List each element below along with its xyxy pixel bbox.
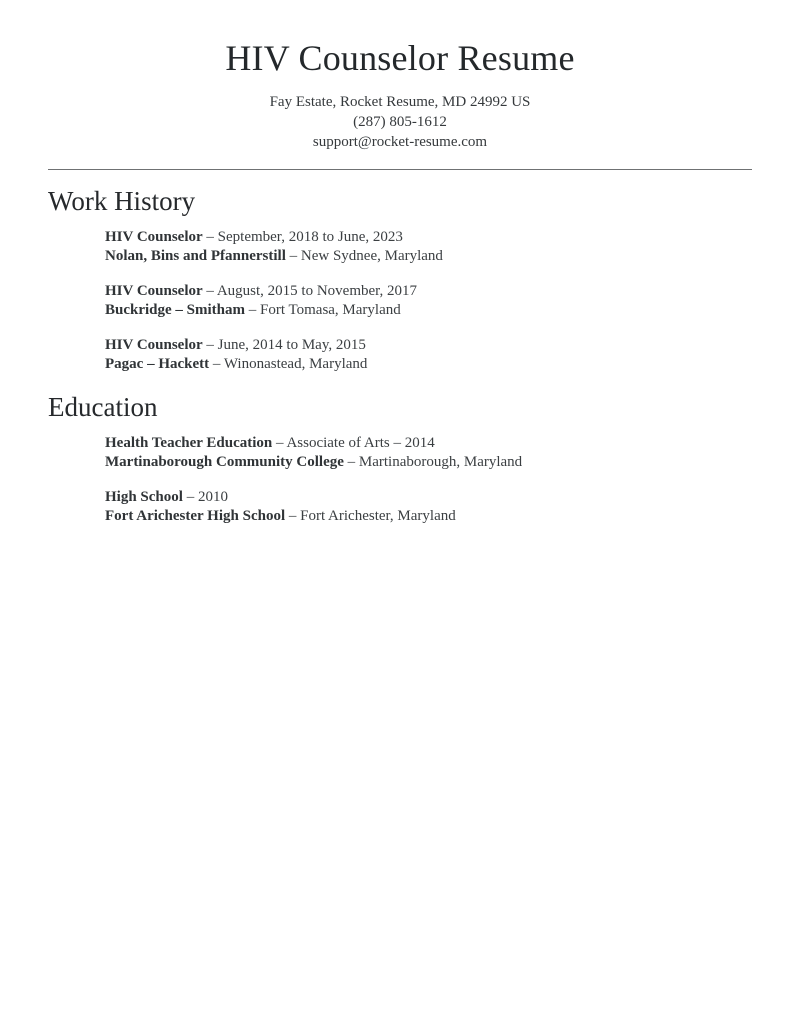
separator: – xyxy=(245,302,261,318)
program-name: High School xyxy=(105,489,183,505)
education-entry-degree-line xyxy=(105,488,752,507)
page-title: HIV Counselor Resume xyxy=(225,38,575,78)
job-dates: August, 2015 to November, 2017 xyxy=(216,283,418,299)
resume-header xyxy=(48,36,752,152)
education-entry xyxy=(105,488,752,526)
work-entry-title-line xyxy=(105,282,752,301)
company-name: Pagac – Hackett xyxy=(105,356,210,372)
school-location: Fort Arichester, Maryland xyxy=(300,508,456,524)
job-title: HIV Counselor xyxy=(105,229,203,245)
work-entry-title-line xyxy=(105,336,752,355)
education-entries xyxy=(48,434,752,526)
separator: – xyxy=(343,454,359,470)
education-entry-school-line xyxy=(105,507,752,526)
school-location: Martinaborough, Maryland xyxy=(358,454,523,470)
job-dates: September, 2018 to June, 2023 xyxy=(217,229,403,245)
separator: – xyxy=(285,248,301,264)
separator: – xyxy=(272,435,287,451)
separator: – xyxy=(182,489,198,505)
credential: 2010 xyxy=(197,489,228,505)
education-heading: Education xyxy=(48,392,158,422)
school-name: Fort Arichester High School xyxy=(105,508,286,524)
job-location: Winonastead, Maryland xyxy=(223,356,368,372)
job-location: Fort Tomasa, Maryland xyxy=(260,302,401,318)
company-name: Nolan, Bins and Pfannerstill xyxy=(105,248,286,264)
separator: – xyxy=(202,337,218,353)
education-entry xyxy=(105,434,752,472)
job-title: HIV Counselor xyxy=(105,283,203,299)
job-title: HIV Counselor xyxy=(105,337,203,353)
separator: – xyxy=(202,283,217,299)
separator: – xyxy=(202,229,218,245)
work-entry xyxy=(105,282,752,320)
school-name: Martinaborough Community College xyxy=(105,454,344,470)
education-entry-school-line xyxy=(105,453,752,472)
program-name: Health Teacher Education xyxy=(105,435,273,451)
work-history-heading: Work History xyxy=(48,186,196,216)
contact-info xyxy=(48,92,752,152)
work-entry-company-line xyxy=(105,247,752,266)
separator: – xyxy=(285,508,301,524)
section-work-history xyxy=(48,184,752,374)
work-entry-title-line xyxy=(105,228,752,247)
education-entry-degree-line xyxy=(105,434,752,453)
credential: Associate of Arts – 2014 xyxy=(286,435,435,451)
header-divider xyxy=(48,169,752,170)
section-education xyxy=(48,390,752,526)
work-entry-company-line xyxy=(105,355,752,374)
contact-email: support@rocket-resume.com xyxy=(312,134,488,150)
work-history-entries xyxy=(48,228,752,374)
work-entry xyxy=(105,336,752,374)
work-entry xyxy=(105,228,752,266)
contact-address: Fay Estate, Rocket Resume, MD 24992 US xyxy=(269,94,531,110)
work-entry-company-line xyxy=(105,301,752,320)
job-location: New Sydnee, Maryland xyxy=(300,248,443,264)
job-dates: June, 2014 to May, 2015 xyxy=(217,337,366,353)
separator: – xyxy=(209,356,224,372)
company-name: Buckridge – Smitham xyxy=(105,302,246,318)
contact-phone: (287) 805-1612 xyxy=(353,114,447,130)
